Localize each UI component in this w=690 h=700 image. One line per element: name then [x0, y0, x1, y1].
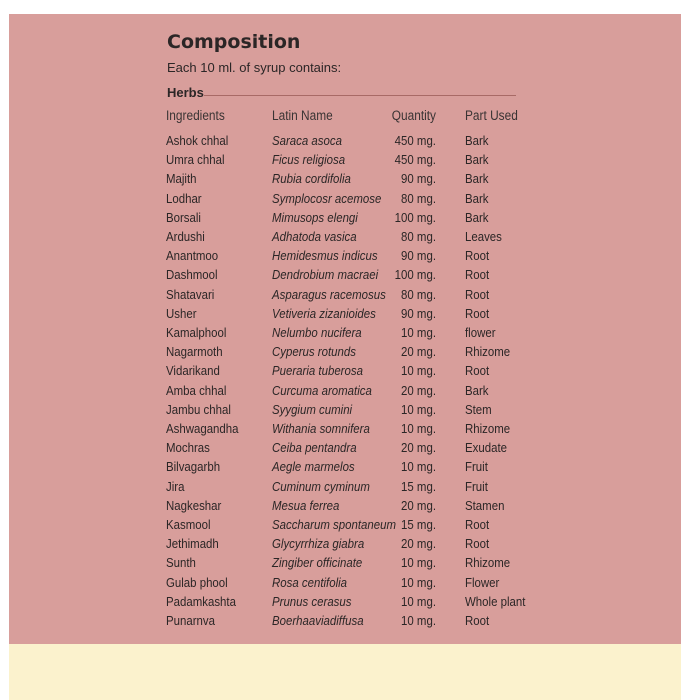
part-used: Bark — [465, 171, 489, 187]
latin-name: Rubia cordifolia — [272, 171, 351, 187]
column-header-quantity: Quantity — [391, 108, 436, 123]
page-subtitle: Each 10 ml. of syrup contains: — [167, 60, 342, 75]
ingredient-name: Mochras — [166, 440, 210, 456]
ingredient-name: Kamalphool — [166, 325, 227, 340]
part-used: Bark — [465, 209, 489, 225]
quantity: 90 mg. — [401, 171, 436, 187]
part-used: Rhizome — [465, 555, 511, 571]
quantity: 20 mg. — [401, 344, 436, 360]
table-row — [0, 457, 690, 476]
ingredient-name: Jira — [166, 478, 185, 494]
table-row — [0, 592, 690, 611]
table-row — [0, 477, 690, 496]
ingredient-name: Jambu chhal — [166, 401, 231, 417]
part-used: Root — [465, 267, 490, 283]
table-row — [0, 611, 690, 630]
quantity: 90 mg. — [401, 305, 436, 321]
quantity: 20 mg. — [401, 382, 436, 398]
column-header-latin-name: Latin Name — [272, 108, 333, 123]
latin-name: Ficus religiosa — [272, 152, 346, 168]
ingredient-name: Borsali — [166, 209, 201, 225]
latin-name: Hemidesmus indicus — [272, 248, 378, 264]
table-row — [0, 342, 690, 361]
table-header — [0, 106, 690, 125]
ingredient-name: Dashmool — [166, 267, 218, 283]
quantity: 10 mg. — [401, 574, 436, 590]
quantity: 10 mg. — [401, 555, 436, 571]
ingredient-name: Majith — [166, 171, 197, 187]
column-header-ingredients: Ingredients — [166, 108, 225, 123]
table-row — [0, 400, 690, 419]
quantity: 80 mg. — [401, 229, 436, 244]
latin-name: Boerhaaviadiffusa — [272, 613, 364, 628]
quantity: 15 mg. — [401, 517, 436, 532]
table-row — [0, 381, 690, 400]
latin-name: Adhatoda vasica — [272, 229, 357, 244]
part-used: Stamen — [465, 497, 505, 513]
latin-name: Mesua ferrea — [272, 497, 340, 513]
ingredient-name: Sunth — [166, 555, 196, 571]
latin-name: Ceiba pentandra — [272, 440, 357, 456]
table-row — [0, 246, 690, 265]
quantity: 10 mg. — [401, 363, 436, 379]
quantity: 20 mg. — [401, 497, 436, 513]
part-used: Bark — [465, 190, 489, 206]
part-used: Bark — [465, 133, 489, 148]
ingredient-name: Kasmool — [166, 517, 211, 532]
page-title: Composition — [167, 31, 301, 53]
ingredient-name: Punarnva — [166, 613, 215, 628]
section-heading-herbs: Herbs — [167, 85, 204, 100]
table-row — [0, 208, 690, 227]
quantity: 15 mg. — [401, 478, 436, 494]
ingredient-name: Usher — [166, 305, 197, 321]
latin-name: Mimusops elengi — [272, 209, 358, 225]
ingredient-name: Vidarikand — [166, 363, 220, 379]
table-row — [0, 131, 690, 150]
table-row — [0, 150, 690, 169]
ingredient-name: Ashok chhal — [166, 133, 229, 148]
part-used: Fruit — [465, 478, 488, 494]
ingredient-name: Jethimadh — [166, 536, 219, 552]
latin-name: Dendrobium macraei — [272, 267, 379, 283]
table-row — [0, 169, 690, 188]
latin-name: Cyperus rotunds — [272, 344, 356, 360]
part-used: Root — [465, 613, 490, 628]
latin-name: Symplocosr acemose — [272, 190, 382, 206]
part-used: Root — [465, 286, 490, 302]
ingredient-name: Gulab phool — [166, 574, 228, 590]
table-row — [0, 304, 690, 323]
latin-name: Rosa centifolia — [272, 574, 348, 590]
table-row — [0, 438, 690, 457]
table-row — [0, 573, 690, 592]
part-used: Root — [465, 536, 490, 552]
latin-name: Prunus cerasus — [272, 593, 352, 609]
latin-name: Aegle marmelos — [272, 459, 355, 475]
table-row — [0, 361, 690, 380]
latin-name: Syygium cumini — [272, 401, 353, 417]
table-row — [0, 265, 690, 284]
part-used: Root — [465, 248, 490, 264]
part-used: Bark — [465, 152, 489, 168]
ingredient-name: Ashwagandha — [166, 421, 239, 436]
quantity: 80 mg. — [401, 190, 436, 206]
latin-name: Asparagus racemosus — [272, 286, 386, 302]
latin-name: Withania somnifera — [272, 421, 370, 436]
quantity: 10 mg. — [401, 421, 436, 436]
quantity: 20 mg. — [401, 440, 436, 456]
table-row — [0, 534, 690, 553]
part-used: Root — [465, 517, 490, 532]
table-row — [0, 189, 690, 208]
part-used: Bark — [465, 382, 489, 398]
ingredient-name: Padamkashta — [166, 593, 236, 609]
latin-name: Saraca asoca — [272, 133, 342, 148]
part-used: Rhizome — [465, 344, 511, 360]
quantity: 100 mg. — [394, 209, 436, 225]
footer-band — [9, 644, 681, 700]
quantity: 100 mg. — [394, 267, 436, 283]
latin-name: Vetiveria zizanioides — [272, 305, 376, 321]
table-row — [0, 515, 690, 534]
quantity: 20 mg. — [401, 536, 436, 552]
table-row — [0, 496, 690, 515]
latin-name: Zingiber officinate — [272, 555, 363, 571]
latin-name: Curcuma aromatica — [272, 382, 372, 398]
latin-name: Cuminum cyminum — [272, 478, 370, 494]
table-row — [0, 285, 690, 304]
ingredient-name: Bilvagarbh — [166, 459, 221, 475]
table-row — [0, 553, 690, 572]
section-divider — [204, 95, 516, 96]
table-row — [0, 419, 690, 438]
table-row — [0, 323, 690, 342]
part-used: Root — [465, 363, 490, 379]
ingredient-name: Umra chhal — [166, 152, 225, 168]
quantity: 450 mg. — [394, 133, 436, 148]
quantity: 10 mg. — [401, 401, 436, 417]
column-header-part-used: Part Used — [465, 108, 518, 123]
latin-name: Saccharum spontaneum — [272, 517, 397, 532]
ingredient-name: Nagarmoth — [166, 344, 223, 360]
part-used: Stem — [465, 401, 492, 417]
ingredient-name: Nagkeshar — [166, 497, 222, 513]
quantity: 450 mg. — [394, 152, 436, 168]
part-used: Root — [465, 305, 490, 321]
part-used: Whole plant — [465, 593, 526, 609]
ingredient-name: Shatavari — [166, 286, 215, 302]
ingredient-name: Anantmoo — [166, 248, 219, 264]
latin-name: Pueraria tuberosa — [272, 363, 363, 379]
latin-name: Glycyrrhiza giabra — [272, 536, 365, 552]
ingredient-name: Lodhar — [166, 190, 202, 206]
table-row — [0, 227, 690, 246]
part-used: Fruit — [465, 459, 488, 475]
part-used: Rhizome — [465, 421, 511, 436]
part-used: flower — [465, 325, 496, 340]
quantity: 10 mg. — [401, 459, 436, 475]
part-used: Flower — [465, 574, 500, 590]
part-used: Exudate — [465, 440, 507, 456]
ingredient-name: Amba chhal — [166, 382, 227, 398]
part-used: Leaves — [465, 229, 502, 244]
quantity: 10 mg. — [401, 613, 436, 628]
quantity: 10 mg. — [401, 593, 436, 609]
quantity: 90 mg. — [401, 248, 436, 264]
ingredient-name: Ardushi — [166, 229, 205, 244]
latin-name: Nelumbo nucifera — [272, 325, 362, 340]
quantity: 80 mg. — [401, 286, 436, 302]
quantity: 10 mg. — [401, 325, 436, 340]
